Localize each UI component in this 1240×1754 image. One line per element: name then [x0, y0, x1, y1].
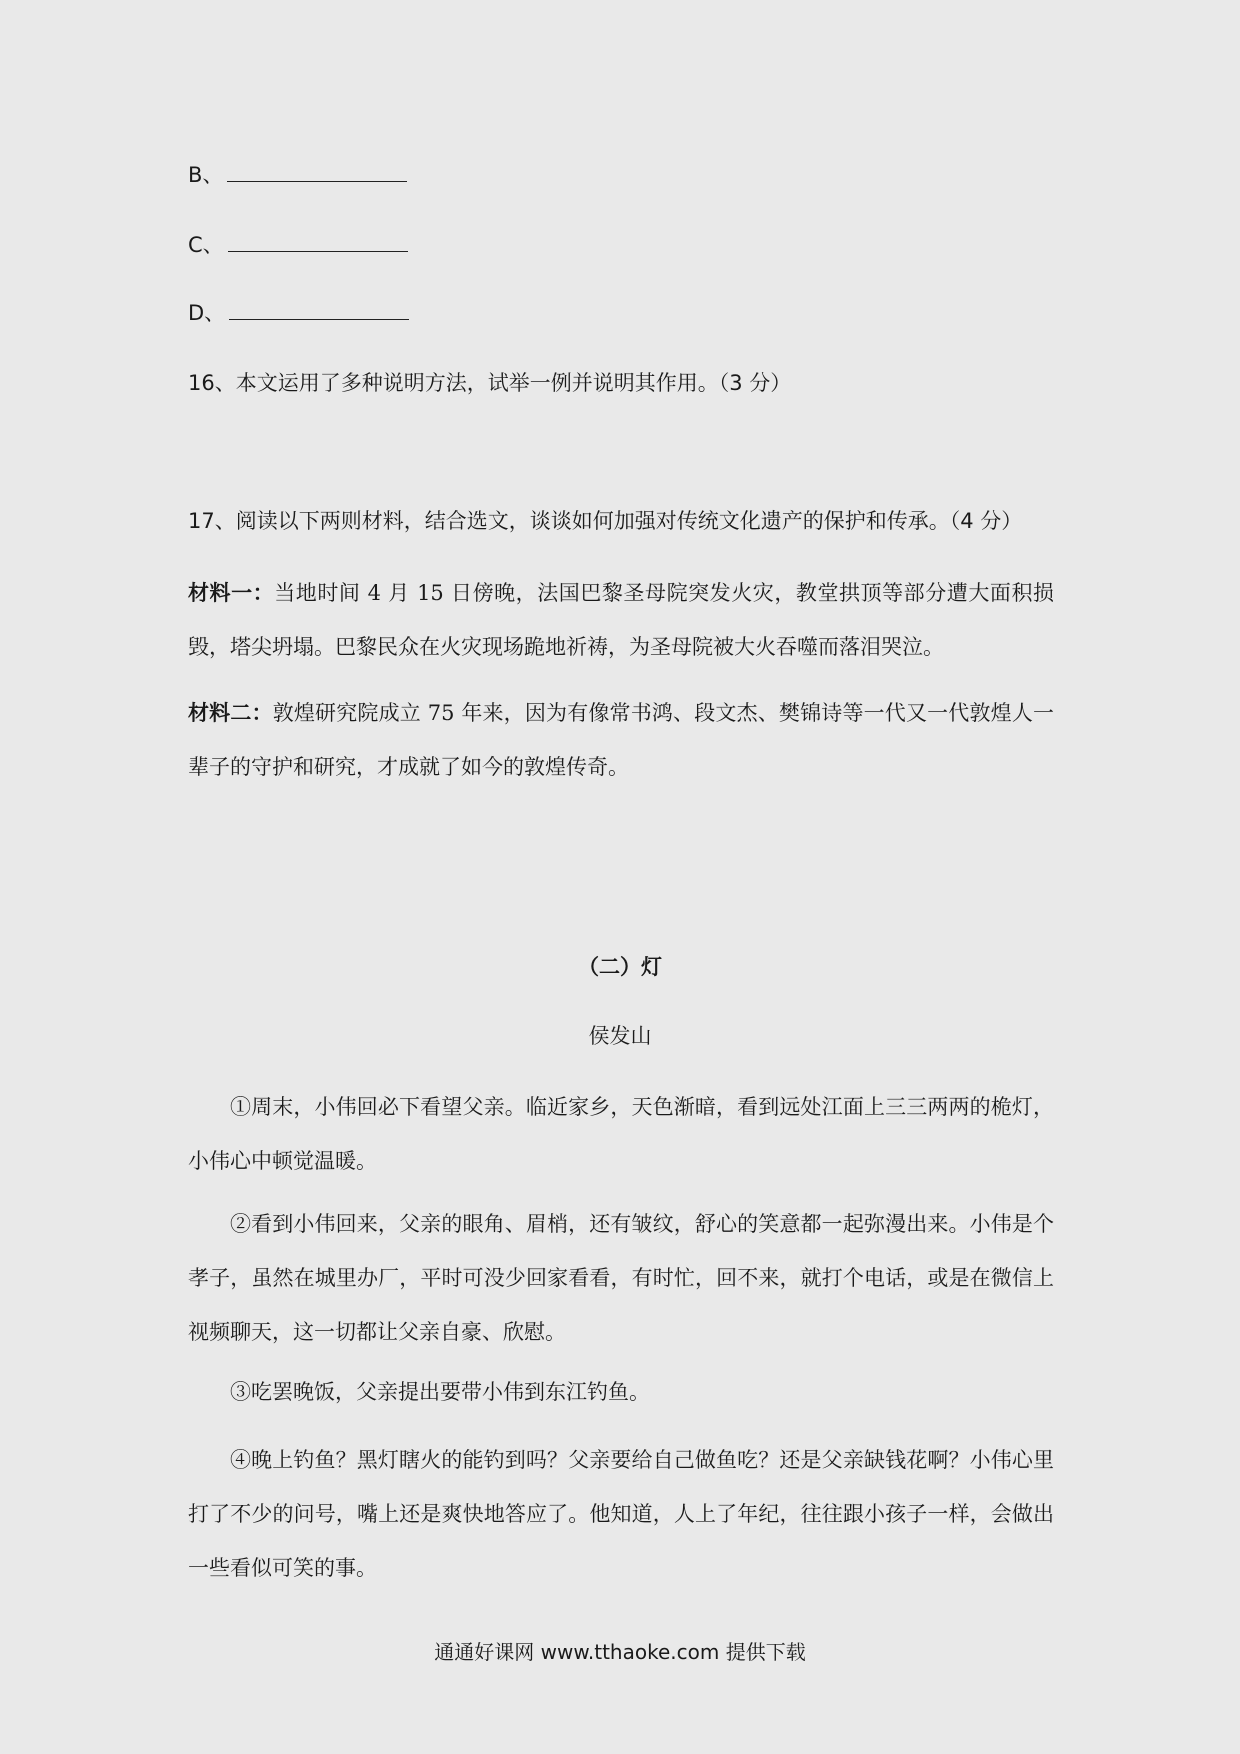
question-17: 17、阅读以下两则材料，结合选文，谈谈如何加强对传统文化遗产的保护和传承。（4 分） — [188, 509, 1023, 533]
blank-b-line — [227, 161, 407, 182]
blank-c-line — [228, 231, 408, 252]
blank-d — [188, 298, 409, 328]
question-16: 16、本文运用了多种说明方法，试举一例并说明其作用。（3 分） — [188, 371, 792, 395]
material-2-label: 材料二： — [188, 701, 273, 725]
article-author: 侯发山 — [588, 1024, 652, 1048]
blank-c-label: C、 — [188, 233, 224, 257]
material-2 — [188, 686, 1054, 794]
material-1-text: 当地时间 4 月 15 日傍晚，法国巴黎圣母院突发火灾，教堂拱顶等部分遭大面积损毁，塔尖坍塌。巴黎民众在火灾现场跪地祈祷，为圣母院被大火吞噬而落泪哭泣。 — [188, 581, 1055, 659]
blank-d-line — [229, 299, 409, 320]
article-paragraph-2: ②看到小伟回来，父亲的眼角、眉梢，还有皱纹，舒心的笑意都一起弥漫出来。小伟是个孝子，虽然在城里办厂，平时可没少回家看看，有时忙，回不来，就打个电话，或是在微信上视频聊天，这一切都让父亲自豪、欣慰。 — [188, 1212, 1054, 1344]
material-1-label: 材料一： — [188, 581, 275, 605]
page-footer: 通通好课网 www.tthaoke.com 提供下载 — [434, 1640, 806, 1664]
blank-c — [188, 230, 408, 260]
blank-b-label: B、 — [188, 163, 224, 187]
article-title: （二）灯 — [578, 955, 662, 979]
material-2-text: 敦煌研究院成立 75 年来，因为有像常书鸿、段文杰、樊锦诗等一代又一代敦煌人一辈子的守护和研究，才成就了如今的敦煌传奇。 — [188, 701, 1055, 779]
material-1 — [188, 566, 1054, 674]
article-paragraph-3: ③吃罢晚饭，父亲提出要带小伟到东江钓鱼。 — [230, 1380, 650, 1404]
article-paragraph-4: ④晚上钓鱼？黑灯瞎火的能钓到吗？父亲要给自己做鱼吃？还是父亲缺钱花啊？小伟心里打了不少的问号，嘴上还是爽快地答应了。他知道，人上了年纪，往往跟小孩子一样，会做出一些看似可笑的事。 — [188, 1448, 1054, 1580]
article-paragraph-1: ①周末，小伟回必下看望父亲。临近家乡，天色渐暗，看到远处江面上三三两两的桅灯，小伟心中顿觉温暖。 — [188, 1095, 1054, 1173]
blank-d-label: D、 — [188, 301, 226, 325]
blank-b — [188, 160, 407, 190]
